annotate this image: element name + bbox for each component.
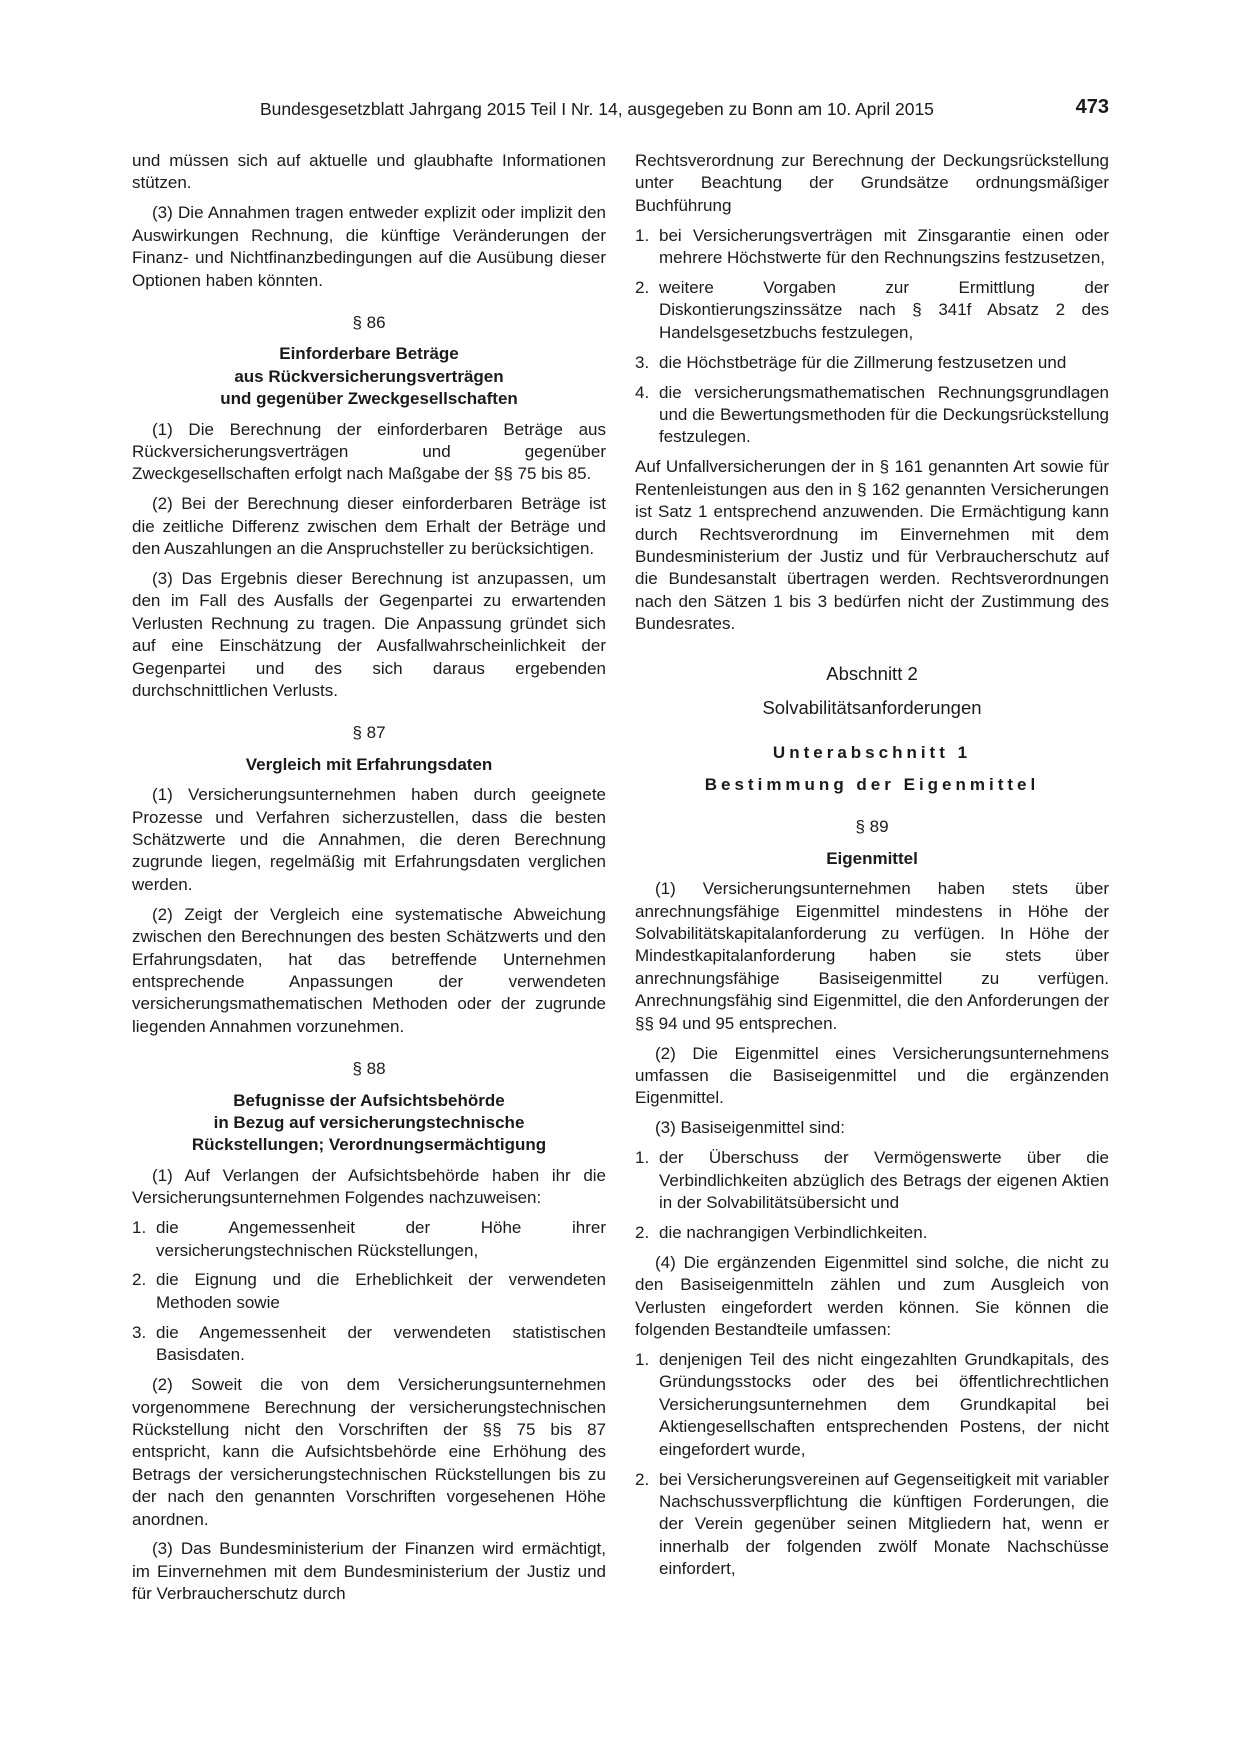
list-item xyxy=(635,1469,1109,1581)
section-title-line: Rückstellungen; Verordnungsermächtigung xyxy=(191,1135,547,1155)
list-item-text: die Angemessenheit der Höhe ihrer versicherungstechnischen Rückstellungen, xyxy=(156,1218,606,1260)
paragraph: (3) Das Ergebnis dieser Berechnung ist anzupassen, um den im Fall des Ausfalls der Gegenpartei zu erwartenden Verlusten Rechnung zu tragen. Die Anpassung gründet sich auf eine Einschätzung der Ausfallwahrscheinlichkeit der Gegenpartei und des sich daraus ergebenden durchschnittlichen Verlusts. xyxy=(132,569,606,701)
list-item-number: 1. xyxy=(635,1148,650,1168)
list-item-number: 3. xyxy=(635,352,650,372)
list-item-text: die Höchstbeträge für die Zillmerung festzusetzen und xyxy=(659,352,1067,372)
section-title-line: Befugnisse der Aufsichtsbehörde xyxy=(233,1090,505,1110)
paragraph: (1) Die Berechnung der einforderbaren Beträge aus Rückversicherungsverträgen und gegenüber Zweckgesellschaften erfolgt nach Maßgabe der §§ 75 bis 85. xyxy=(132,419,606,484)
section-title xyxy=(132,343,606,410)
paragraph: (1) Versicherungsunternehmen haben durch geeignete Prozesse und Verfahren sicherzustellen, dass die besten Schätzwerte und die Annahmen, die deren Berechnung zugrunde liegen, regelmäßig mit Erfahrungsdaten verglichen werden. xyxy=(132,785,606,894)
section-title-line: Vergleich mit Erfahrungsdaten xyxy=(245,754,493,774)
list-item-text: denjenigen Teil des nicht eingezahlten Grundkapitals, des Gründungsstocks oder des bei öffentlichrechtlichen Versicherungsunternehmen dem Grundkapital bei Aktiengesellschaften entsprechenden Postens, der nicht eingefordert wurde, xyxy=(659,1349,1109,1459)
continuation-text: Auf Unfallversicherungen der in § 161 genannten Art sowie für Rentenleistungen aus den in § 162 genannten Versicherungen ist Satz 1 entsprechend anzuwenden. Die Ermächtigung kann durch Rechtsverordnung im Einvernehmen mit dem Bundesministerium der Justiz und für Verbraucherschutz auf die Bundesanstalt übertragen werden. Rechtsverordnungen nach den Sätzen 1 bis 3 bedürfen nicht der Zustimmung des Bundesrates. xyxy=(635,457,1109,634)
list-item-number: 2. xyxy=(635,1469,650,1489)
section-number: § 86 xyxy=(352,312,386,332)
list-item-text: die nachrangigen Verbindlichkeiten. xyxy=(659,1222,928,1242)
list-item-number: 1. xyxy=(635,1349,650,1369)
list-item xyxy=(635,352,1109,374)
running-title: Bundesgesetzblatt Jahrgang 2015 Teil I Nr. 14, ausgegeben zu Bonn am 10. April 2015 xyxy=(260,99,934,119)
list-item-number: 3. xyxy=(132,1322,147,1342)
list-item-number: 4. xyxy=(635,382,650,402)
abschnitt-heading: Abschnitt 2 xyxy=(826,662,918,684)
list-item-text: bei Versicherungsverträgen mit Zinsgarantie einen oder mehrere Höchstwerte für den Rechnungszins festzusetzen, xyxy=(659,225,1109,268)
list-item xyxy=(635,382,1109,449)
section-number: § 89 xyxy=(855,817,889,837)
paragraph: (3) Das Bundesministerium der Finanzen wird ermächtigt, im Einvernehmen mit dem Bundesministerium der Justiz und für Verbraucherschutz durch xyxy=(132,1539,606,1604)
list-item xyxy=(132,1217,606,1262)
list-item xyxy=(635,1147,1109,1214)
list-item xyxy=(132,1269,606,1314)
list-item-number: 1. xyxy=(132,1218,147,1238)
page-header xyxy=(132,96,1109,123)
continuation-text: Rechtsverordnung zur Berechnung der Deckungsrückstellung unter Beachtung der Grundsätze ordnungsmäßiger Buchführung xyxy=(635,151,1109,215)
list-item-text: die versicherungsmathematischen Rechnungsgrundlagen und die Bewertungsmethoden für die Deckungsrückstellung festzulegen. xyxy=(659,382,1109,447)
unterabschnitt-title: Bestimmung der Eigenmittel xyxy=(704,775,1040,795)
list-item-text: die Angemessenheit der verwendeten statistischen Basisdaten. xyxy=(156,1322,606,1365)
paragraph: (1) Auf Verlangen der Aufsichtsbehörde haben ihr die Versicherungsunternehmen Folgendes nachzuweisen: xyxy=(132,1165,606,1208)
right-column xyxy=(635,150,1109,1588)
numbered-list xyxy=(635,225,1109,449)
section-title-line: Einforderbare Beträge xyxy=(279,344,459,364)
continuation-text: und müssen sich auf aktuelle und glaubhafte Informationen stützen. xyxy=(132,151,606,193)
section-number: § 87 xyxy=(352,723,386,743)
list-item xyxy=(132,1322,606,1367)
list-item-number: 2. xyxy=(635,278,650,298)
section-title xyxy=(132,754,606,776)
list-item-number: 2. xyxy=(132,1270,147,1290)
list-item xyxy=(635,277,1109,344)
paragraph: (3) Die Annahmen tragen entweder explizit oder implizit den Auswirkungen Rechnung, die künftige Veränderungen der Finanz- und Nichtfinanzbedingungen auf die Ausübung dieser Optionen haben könnten. xyxy=(132,203,606,290)
list-item xyxy=(635,225,1109,270)
section-title xyxy=(132,1090,606,1157)
page-number: 473 xyxy=(1075,96,1109,118)
section-title-line: Eigenmittel xyxy=(826,848,918,868)
section-title-line: und gegenüber Zweckgesellschaften xyxy=(220,389,518,409)
unterabschnitt-heading: Unterabschnitt 1 xyxy=(772,742,972,762)
paragraph: (2) Die Eigenmittel eines Versicherungsunternehmens umfassen die Basiseigenmittel und die ergänzenden Eigenmittel. xyxy=(635,1043,1109,1108)
list-item-number: 2. xyxy=(635,1222,650,1242)
list-item xyxy=(635,1222,1109,1244)
numbered-list xyxy=(635,1147,1109,1244)
list-item-number: 1. xyxy=(635,225,650,245)
list-item-text: der Überschuss der Vermögenswerte über die Verbindlichkeiten abzüglich des Betrags der eigenen Aktien in der Solvabilitätsübersicht und xyxy=(659,1148,1109,1213)
paragraph: (3) Basiseigenmittel sind: xyxy=(655,1118,845,1138)
list-item-text: bei Versicherungsvereinen auf Gegenseitigkeit mit variabler Nachschussverpflichtung die künftigen Forderungen, die der Verein gegenüber seinen Mitgliedern hat, wenn er innerhalb der folgenden zwölf Monate Nachschüsse einfordert, xyxy=(659,1469,1109,1579)
paragraph: (1) Versicherungsunternehmen haben stets über anrechnungsfähige Eigenmittel mindestens in Höhe der Solvabilitätskapitalanforderung zu verfügen. In Höhe der Mindestkapitalanforderung haben sie stets über anrechnungsfähige Basiseigenmittel zu verfügen. Anrechnungsfähig sind Eigenmittel, die den Anforderungen der §§ 94 und 95 entsprechen. xyxy=(635,879,1109,1033)
section-title xyxy=(635,848,1109,870)
abschnitt-title: Solvabilitätsanforderungen xyxy=(762,696,982,718)
section-title-line: in Bezug auf versicherungstechnische xyxy=(213,1113,525,1133)
paragraph: (2) Zeigt der Vergleich eine systematische Abweichung zwischen den Berechnungen des besten Schätzwerts und den Erfahrungsdaten, hat das betreffende Unternehmen entsprechende Anpassungen der verwendeten versicherungsmathematischen Methoden oder der zugrunde liegenden Annahmen vorzunehmen. xyxy=(132,904,606,1036)
list-item-text: die Eignung und die Erheblichkeit der verwendeten Methoden sowie xyxy=(156,1270,606,1312)
paragraph: (2) Soweit die von dem Versicherungsunternehmen vorgenommene Berechnung der versicherungstechnischen Rückstellung nicht den Vorschriften der §§ 75 bis 87 entspricht, kann die Aufsichtsbehörde eine Erhöhung des Betrags der versicherungstechnischen Rückstellungen bis zu der nach den genannten Vorschriften vorgesehenen Höhe anordnen. xyxy=(132,1375,606,1529)
left-column xyxy=(132,150,606,1613)
paragraph: (2) Bei der Berechnung dieser einforderbaren Beträge ist die zeitliche Differenz zwischen dem Erhalt der Beträge und den Auszahlungen an die Anspruchsteller zu berücksichtigen. xyxy=(132,494,606,559)
numbered-list xyxy=(132,1217,606,1366)
numbered-list xyxy=(635,1349,1109,1581)
section-number: § 88 xyxy=(352,1059,386,1079)
list-item xyxy=(635,1349,1109,1461)
paragraph: (4) Die ergänzenden Eigenmittel sind solche, die nicht zu den Basiseigenmitteln zählen und zum Ausgleich von Verlusten eingefordert werden können. Sie können die folgenden Bestandteile umfassen: xyxy=(635,1252,1109,1340)
section-title-line: aus Rückversicherungsverträgen xyxy=(234,366,504,386)
list-item-text: weitere Vorgaben zur Ermittlung der Diskontierungszinssätze nach § 341f Absatz 2 des Handelsgesetzbuchs festzulegen, xyxy=(659,278,1109,342)
